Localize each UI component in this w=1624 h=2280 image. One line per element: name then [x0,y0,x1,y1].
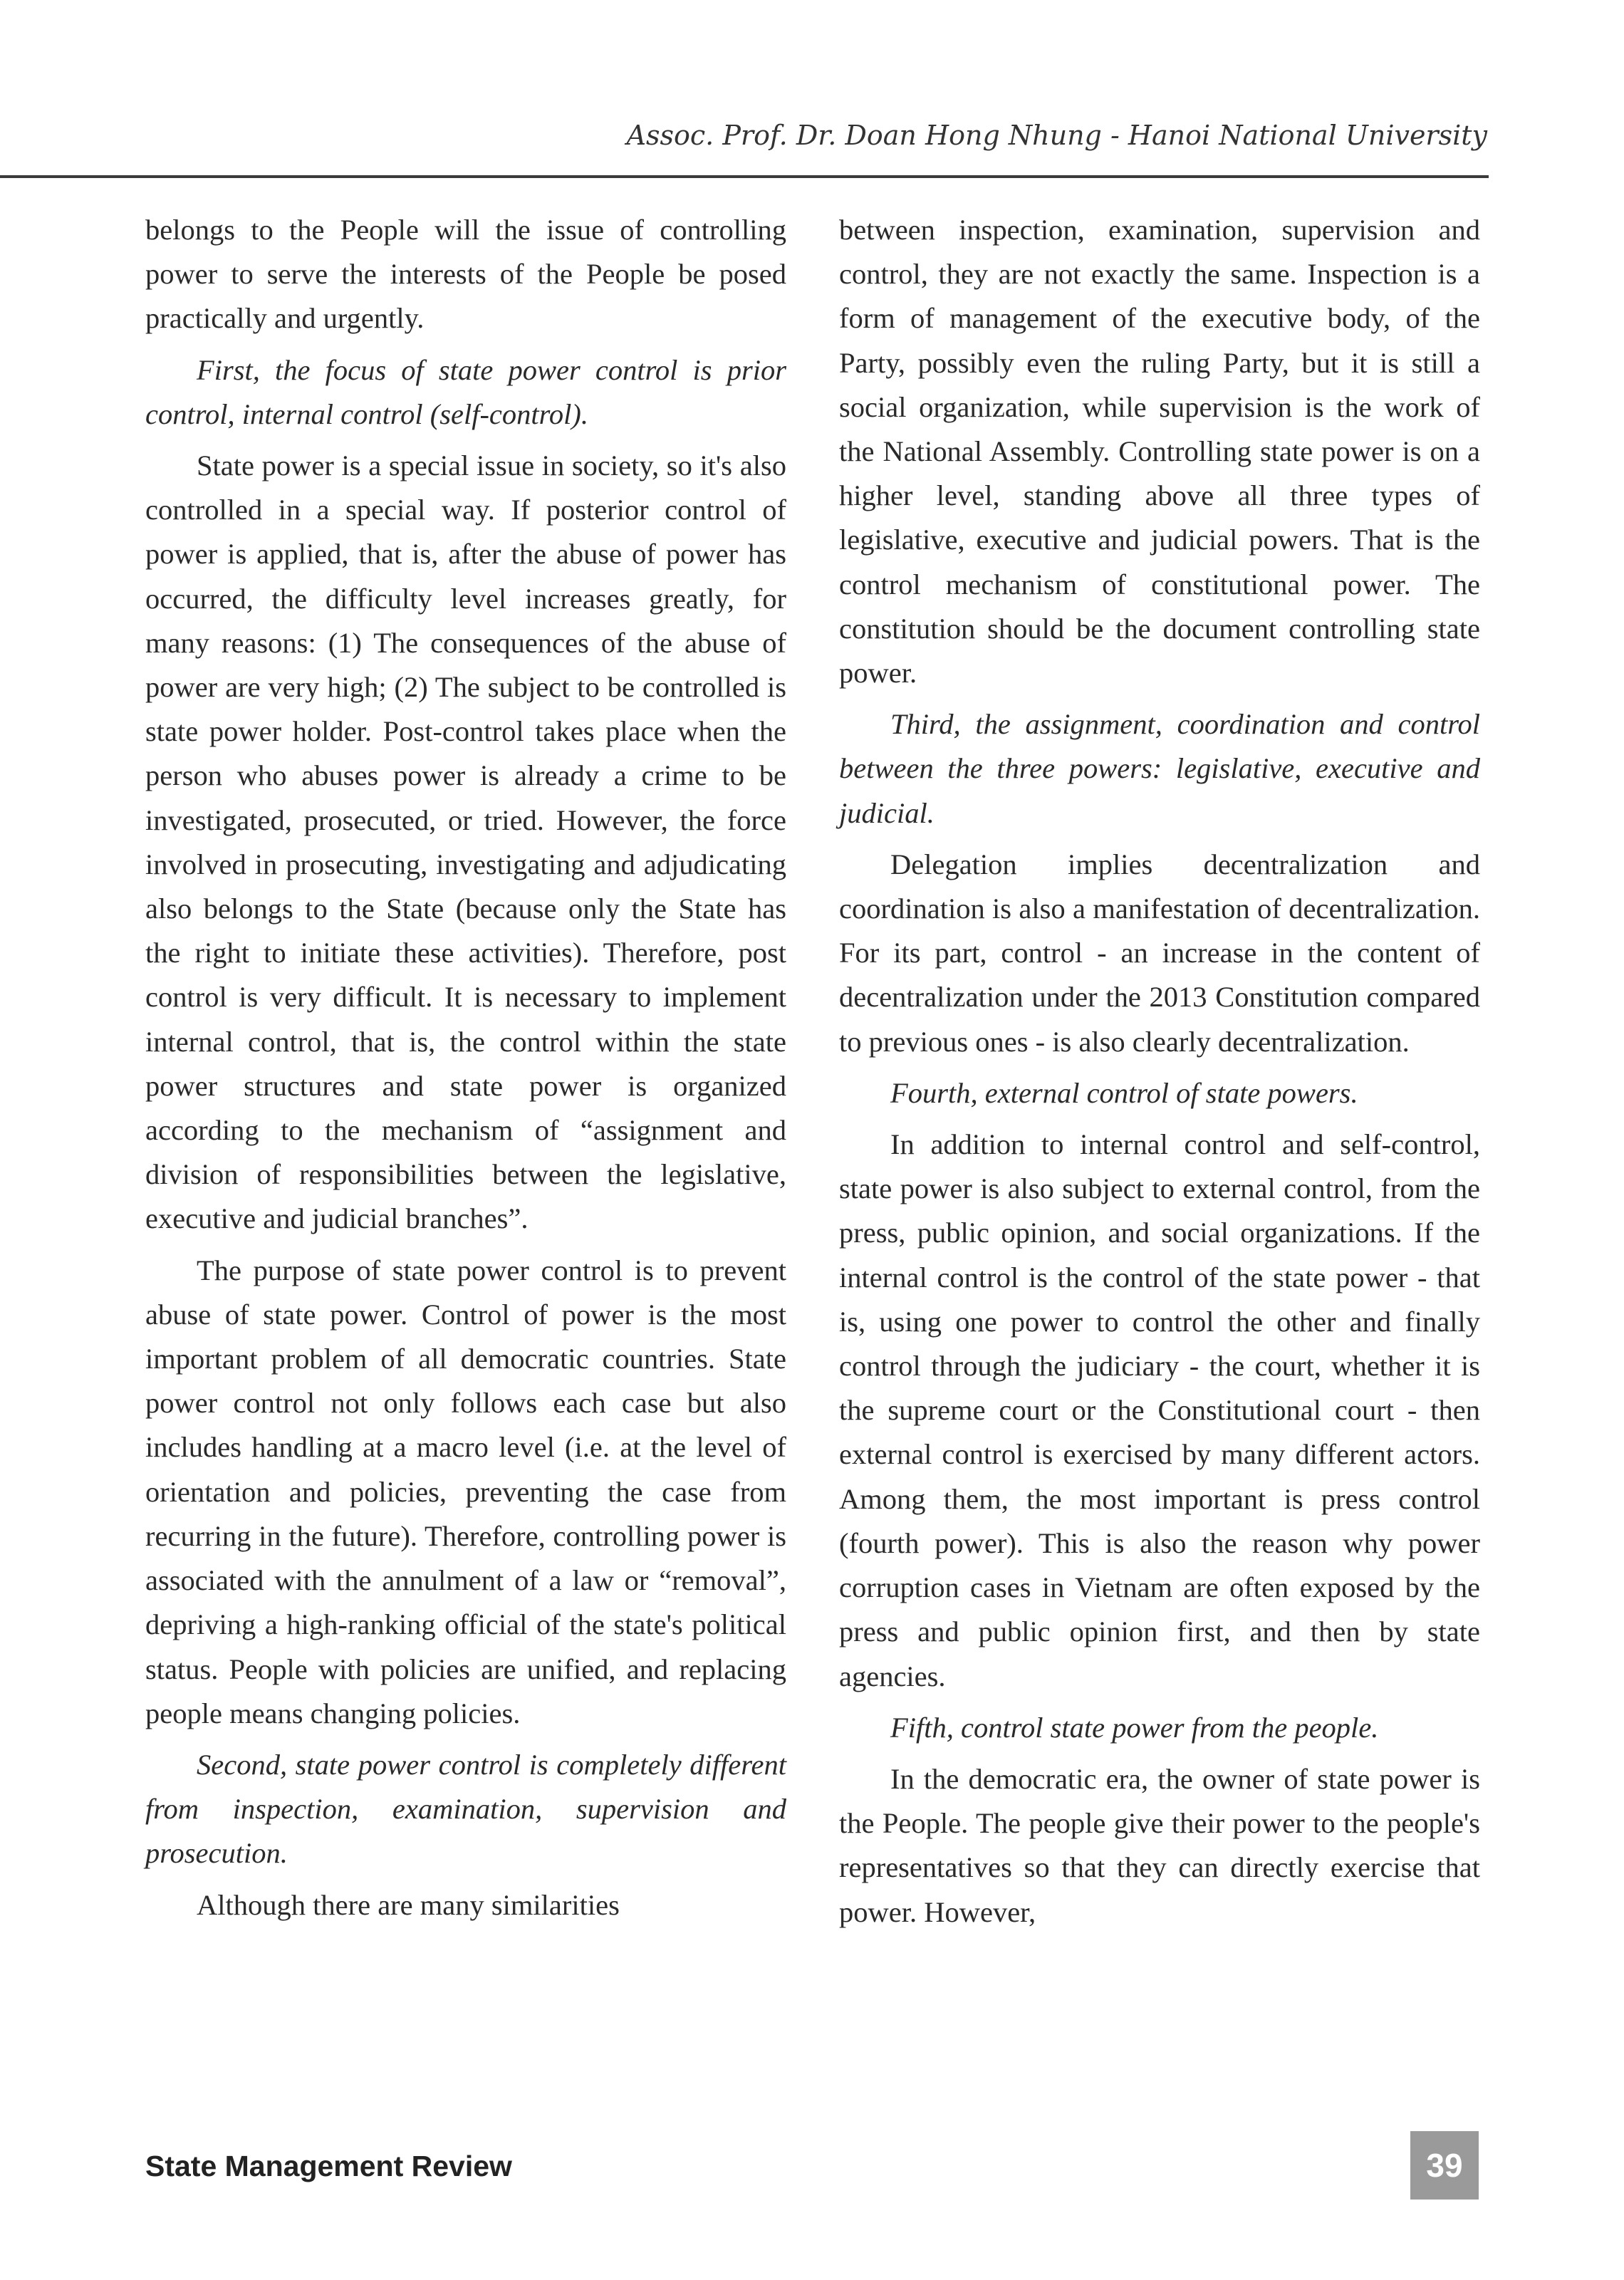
section-heading: Fourth, external control of state powers. [890,1076,1358,1109]
left-column [145,208,786,1935]
paragraph: Delegation implies decentralization and coordination is also a manifestation of decentralization. For its part, control - an increase in the content of decentralization under the 2013 Constitution compared to previous ones - is also clearly decentralization. [839,848,1480,1058]
header-rule [0,175,1489,178]
paragraph: In addition to internal control and self-control, state power is also subject to external control, from the press, public opinion, and social organizations. If the internal control is the control of the state power - that is, using one power to control the other and finally control through the judiciary - the court, whether it is the supreme court or the Constitutional court - then external control is exercised by many different actors. Among them, the most important is press control (fourth power). This is also the reason why power corruption cases in Vietnam are often exposed by the press and public opinion first, and then by state agencies. [839,1128,1480,1692]
running-header: Assoc. Prof. Dr. Doan Hong Nhung - Hanoi National University [626,120,1487,151]
section-heading: Second, state power control is completely different from inspection, examination, supervision and prosecution. [145,1748,786,1870]
paragraph: belongs to the People will the issue of controlling power to serve the interests of the People be posed practically and urgently. [145,214,786,335]
paragraph: The purpose of state power control is to prevent abuse of state power. Control of power is the most important problem of all democratic countries. State power control not only follows each case but also includes handling at a macro level (i.e. at the level of orientation and policies, preventing the case from recurring in the future). Therefore, controlling power is associated with the annulment of a law or “removal”, depriving a high-ranking official of the state's political status. People with policies are unified, and replacing people means changing policies. [145,1254,786,1729]
right-column [839,208,1480,1942]
paragraph: between inspection, examination, supervision and control, they are not exactly the same. Inspection is a form of management of the executive body, of the Party, possibly even the ruling Party, but it is still a social organization, while supervision is the work of the National Assembly. Controlling state power is on a higher level, standing above all three types of legislative, executive and judicial powers. That is the control mechanism of constitutional power. The constitution should be the document controlling state power. [839,214,1480,689]
paragraph: In the democratic era, the owner of state power is the People. The people give their power to the people's representatives so that they can directly exercise that power. However, [839,1762,1480,1928]
journal-title: State Management Review [145,2150,512,2182]
section-heading: Third, the assignment, coordination and control between the three powers: legislative, executive and judicial. [839,708,1480,829]
paragraph: State power is a special issue in society, so it's also controlled in a special way. If posterior control of power is applied, that is, after the abuse of power has occurred, the difficulty level increases greatly, for many reasons: (1) The consequences of the abuse of power are very high; (2) The subject to be controlled is state power holder. Post-control takes place when the person who abuses power is already a crime to be investigated, prosecuted, or tried. However, the force involved in prosecuting, investigating and adjudicating also belongs to the State (because only the State has the right to initiate these activities). Therefore, post control is very difficult. It is necessary to implement internal control, that is, the control within the state power structures and state power is organized according to the mechanism of “assignment and division of responsibilities between the legislative, executive and judicial branches”. [145,449,786,1235]
section-heading: First, the focus of state power control is prior control, internal control (self-control). [145,353,786,430]
paragraph: Although there are many similarities [197,1888,620,1921]
page-number: 39 [1410,2131,1479,2200]
section-heading: Fifth, control state power from the people. [890,1711,1379,1744]
